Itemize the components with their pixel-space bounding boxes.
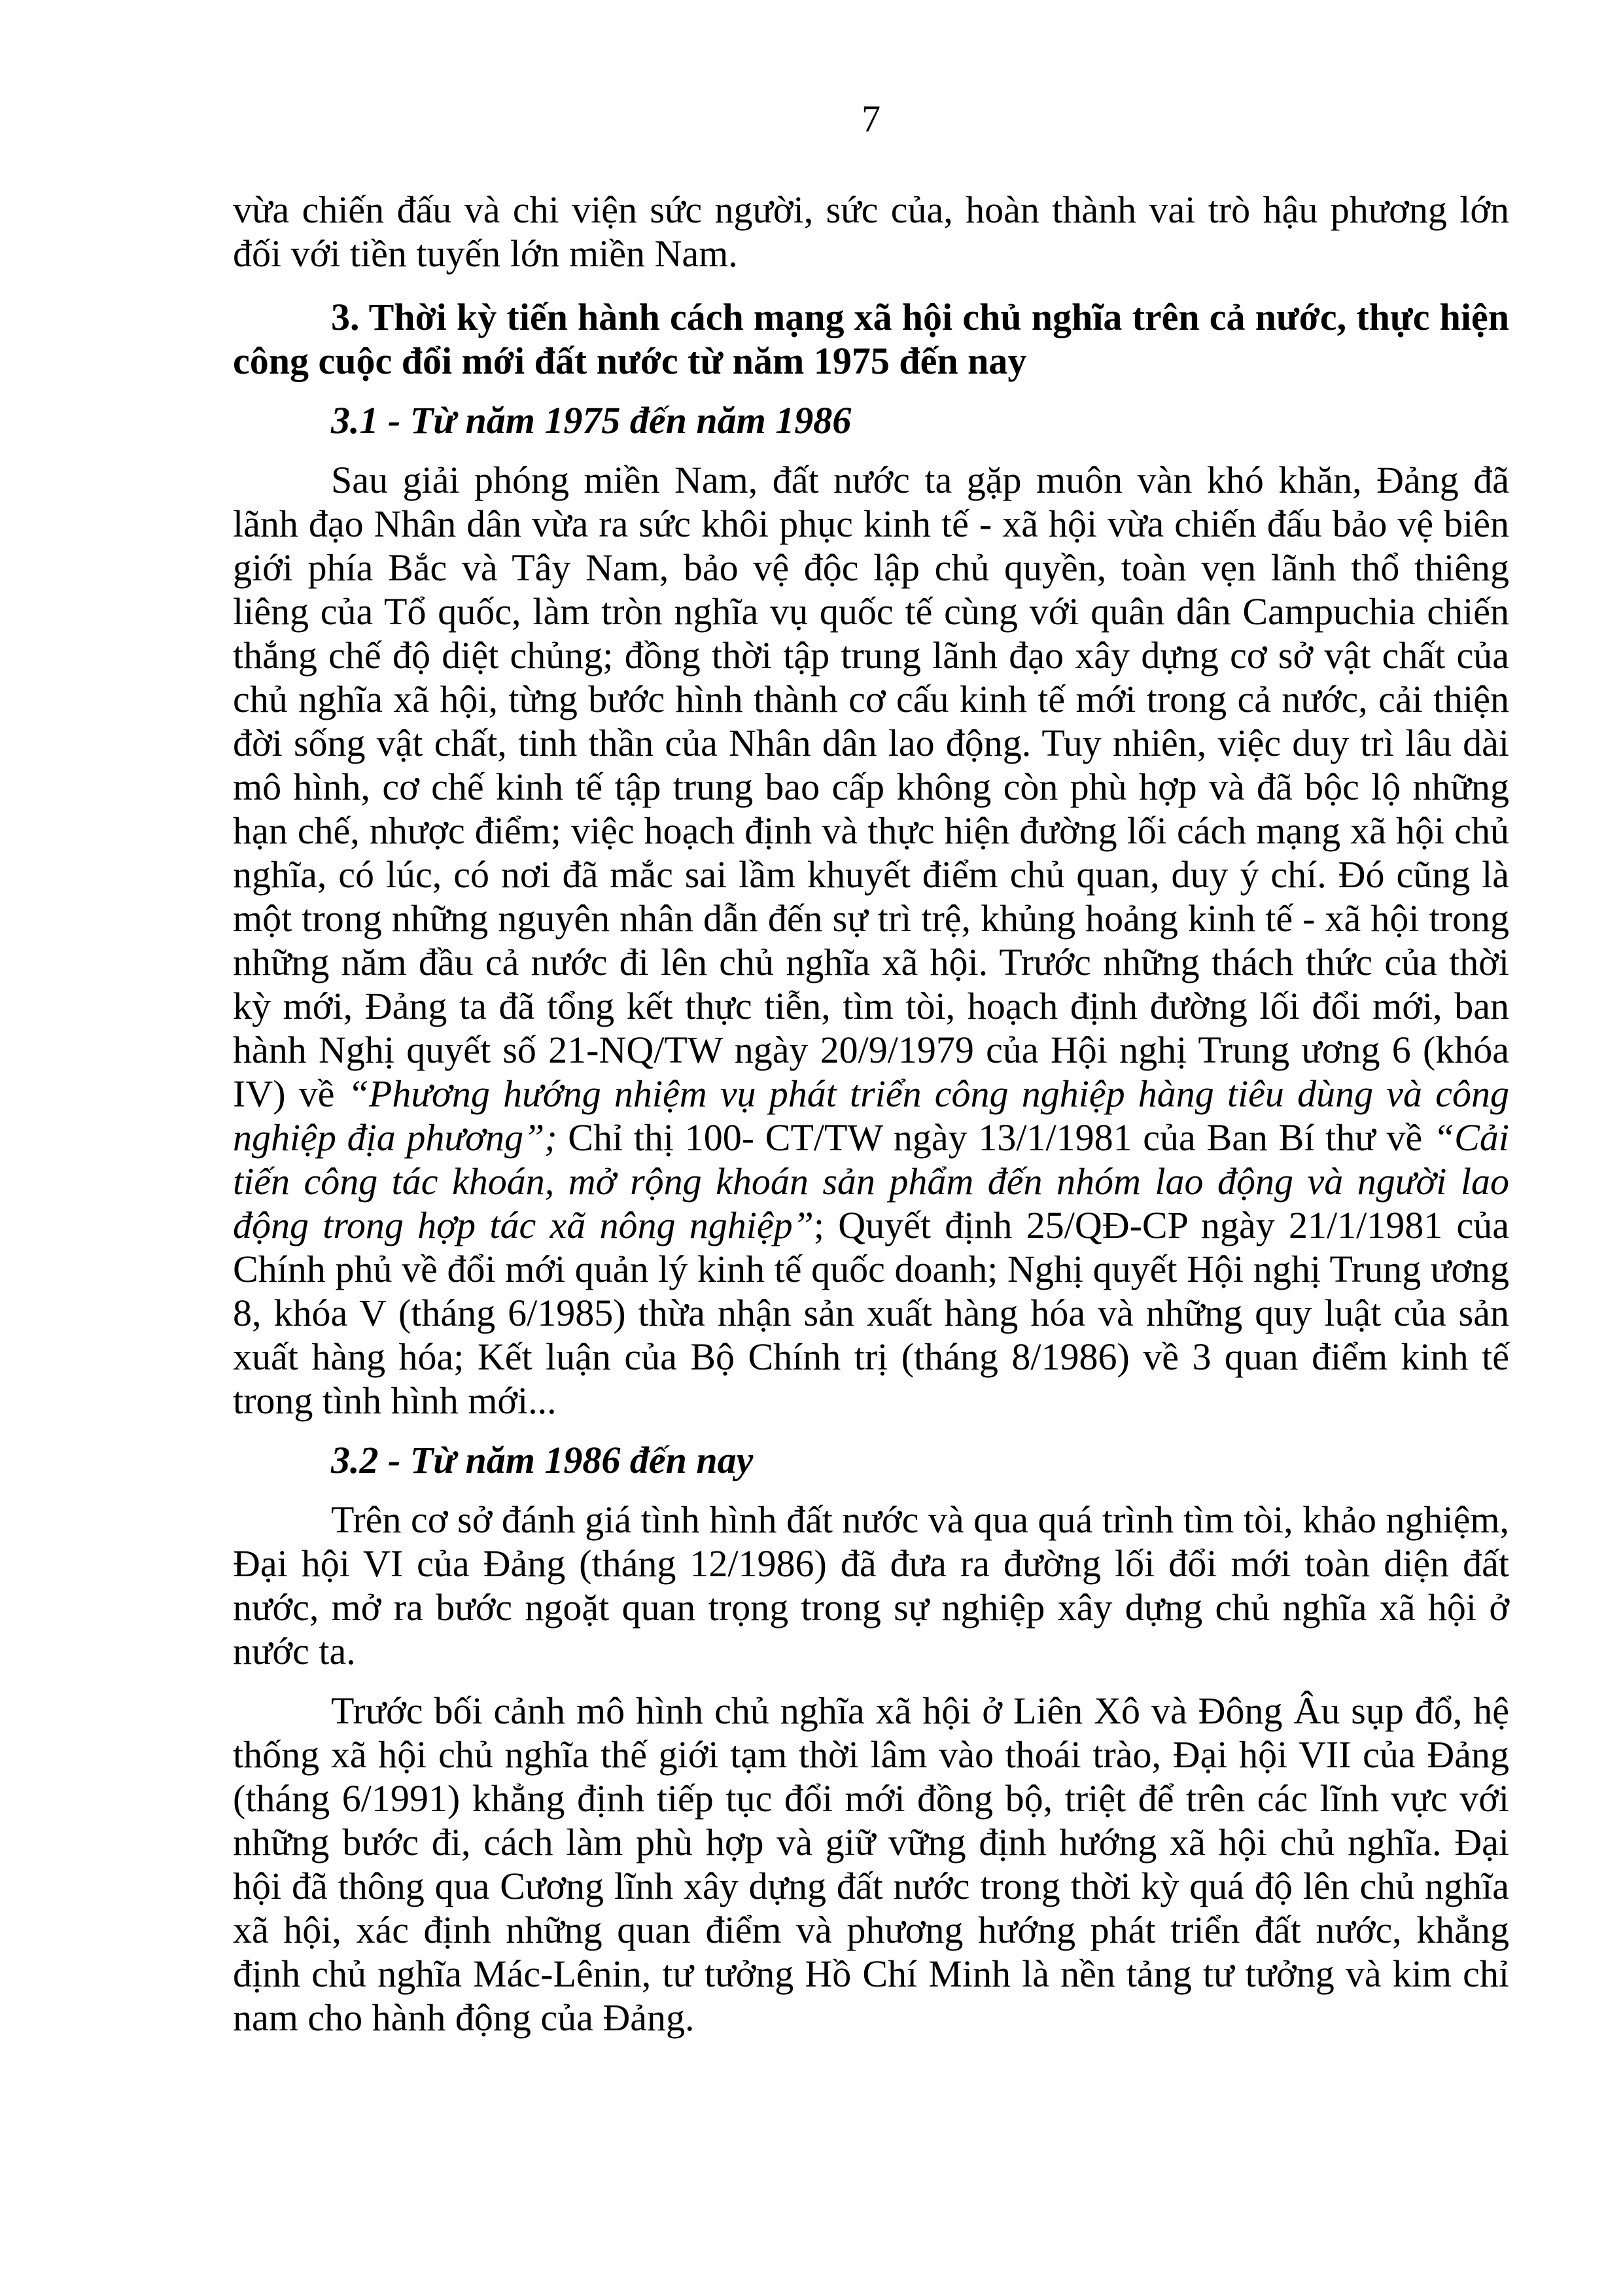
- quoted-title-khoan-reform: “Cải tiến công tác khoán, mở rộng khoán sản phẩm đến nhóm lao động và người lao động trong hợp tác xã nông nghiệp”: [233, 1116, 1509, 1246]
- quoted-title-industry-direction: “Phương hướng nhiệm vụ phát triển công nghiệp hàng tiêu dùng và công nghiệp địa phương”;: [233, 1072, 1509, 1159]
- paragraph-intro-continuation: vừa chiến đấu và chi viện sức người, sức của, hoàn thành vai trò hậu phương lớn đối với tiền tuyến lớn miền Nam.: [233, 188, 1509, 275]
- text-run: Sau giải phóng miền Nam, đất nước ta gặp muôn vàn khó khăn, Đảng đã lãnh đạo Nhân dân vừa ra sức khôi phục kinh tế - xã hội vừa chiến đấu bảo vệ biên giới phía Bắc và Tây Nam, bảo vệ độc lập chủ quyền, toàn vẹn lãnh thổ thiêng liêng của Tổ quốc, làm tròn nghĩa vụ quốc tế cùng với quân dân Campuchia chiến thắng chế độ diệt chủng; đồng thời tập trung lãnh đạo xây dựng cơ sở vật chất của chủ nghĩa xã hội, từng bước hình thành cơ cấu kinh tế mới trong cả nước, cải thiện đời sống vật chất, tinh thần của Nhân dân lao động. Tuy nhiên, việc duy trì lâu dài mô hình, cơ chế kinh tế tập trung bao cấp không còn phù hợp và đã bộc lộ những hạn chế, nhược điểm; việc hoạch định và thực hiện đường lối cách mạng xã hội chủ nghĩa, có lúc, có nơi đã mắc sai lầm khuyết điểm chủ quan, duy ý chí. Đó cũng là một trong những nguyên nhân dẫn đến sự trì trệ, khủng hoảng kinh tế - xã hội trong những năm đầu cả nước đi lên chủ nghĩa xã hội. Trước những thách thức của thời kỳ mới, Đảng ta đã tổng kết thực tiễn, tìm tòi, hoạch định đường lối đổi mới, ban hành Nghị quyết số 21-NQ/TW ngày 20/9/1979 của Hội nghị Trung ương 6 (khóa IV) về: [233, 459, 1509, 1115]
- heading-section-3-1: 3.1 - Từ năm 1975 đến năm 1986: [331, 399, 852, 442]
- paragraph-congress-vii-1991: Trước bối cảnh mô hình chủ nghĩa xã hội ở Liên Xô và Đông Âu sụp đổ, hệ thống xã hội chủ nghĩa thế giới tạm thời lâm vào thoái trào, Đại hội VII của Đảng (tháng 6/1991) khẳng định tiếp tục đổi mới đồng bộ, triệt để trên các lĩnh vực với những bước đi, cách làm phù hợp và giữ vững định hướng xã hội chủ nghĩa. Đại hội đã thông qua Cương lĩnh xây dựng đất nước trong thời kỳ quá độ lên chủ nghĩa xã hội, xác định những quan điểm và phương hướng phát triển đất nước, khẳng định chủ nghĩa Mác-Lênin, tư tưởng Hồ Chí Minh là nền tảng tư tưởng và kim chỉ nam cho hành động của Đảng.: [233, 1689, 1509, 2039]
- paragraph-period-1975-1986: [233, 458, 1509, 1422]
- heading-section-3: 3. Thời kỳ tiến hành cách mạng xã hội chủ nghĩa trên cả nước, thực hiện công cuộc đổi mới đất nước từ năm 1975 đến nay: [233, 296, 1509, 382]
- text-run: Chỉ thị 100- CT/TW ngày 13/1/1981 của Ban Bí thư về: [557, 1116, 1433, 1159]
- heading-section-3-2: 3.2 - Từ năm 1986 đến nay: [331, 1439, 754, 1481]
- page-number: 7: [862, 97, 881, 140]
- text-run: ; Quyết định 25/QĐ-CP ngày 21/1/1981 của Chính phủ về đổi mới quản lý kinh tế quốc doanh; Nghị quyết Hội nghị Trung ương 8, khóa V (tháng 6/1985) thừa nhận sản xuất hàng hóa và những quy luật của sản xuất hàng hóa; Kết luận của Bộ Chính trị (tháng 8/1986) về 3 quan điểm kinh tế trong tình hình mới...: [233, 1204, 1509, 1422]
- paragraph-doi-moi-1986: Trên cơ sở đánh giá tình hình đất nước và qua quá trình tìm tòi, khảo nghiệm, Đại hội VI của Đảng (tháng 12/1986) đã đưa ra đường lối đổi mới toàn diện đất nước, mở ra bước ngoặt quan trọng trong sự nghiệp xây dựng chủ nghĩa xã hội ở nước ta.: [233, 1498, 1509, 1672]
